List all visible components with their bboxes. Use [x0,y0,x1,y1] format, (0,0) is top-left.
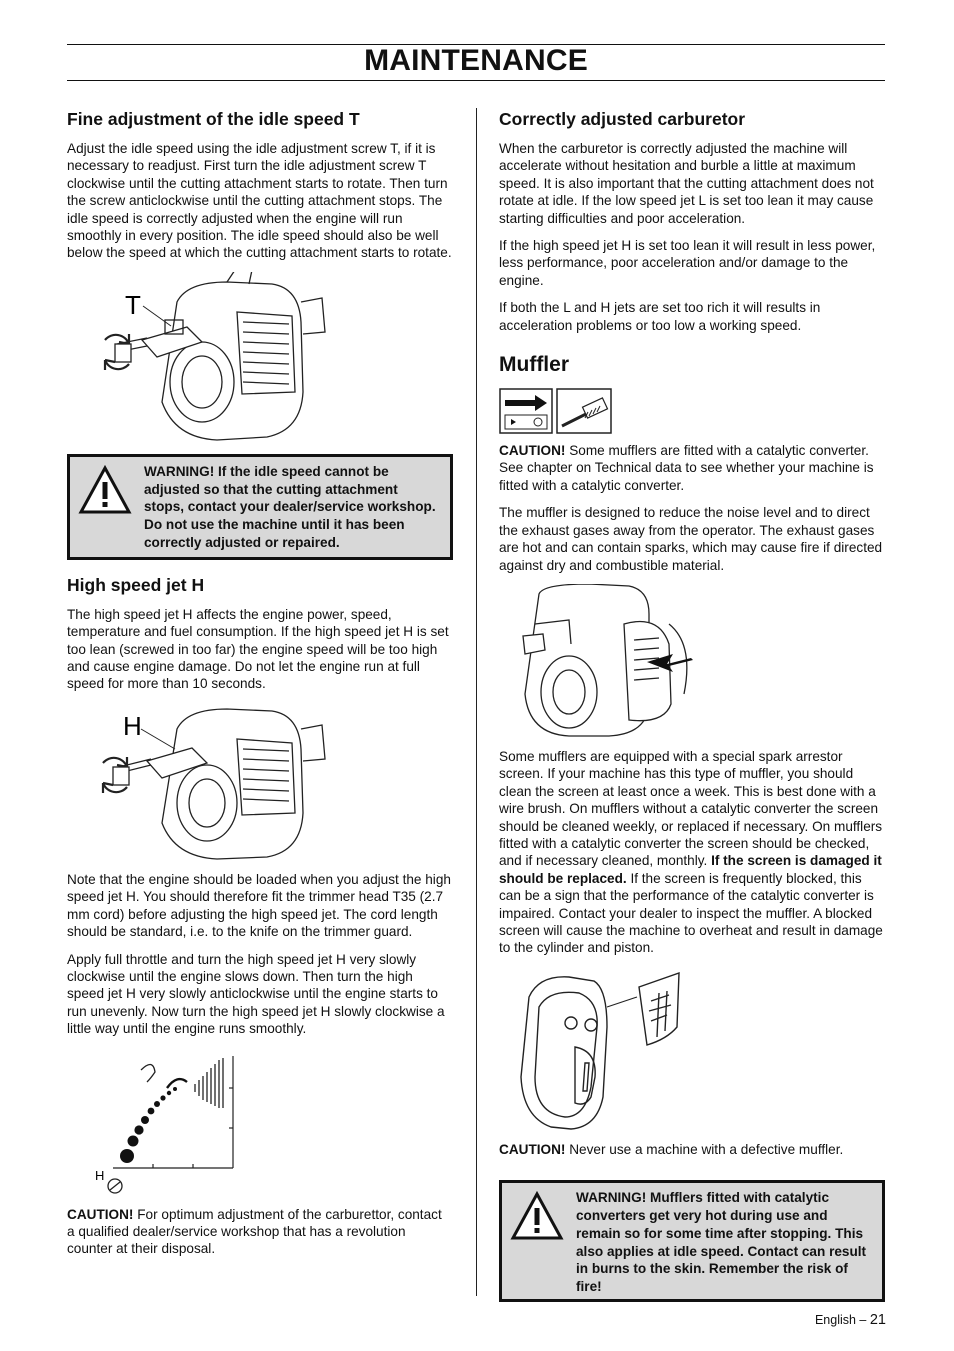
muffler-symbols [499,388,885,434]
catalytic-warning-box [499,1180,885,1302]
caution-text: For optimum adjustment of the carburettor, contact a qualified dealer/service workshop that has a revolution counter at their disposal. [67,1206,442,1257]
high-speed-heading: High speed jet H [67,574,205,595]
column-divider [476,108,477,1296]
footer-dash: – [855,1313,870,1327]
spark-arrestor-text-a: Some mufflers are equipped with a special spark arrestor screen. If your machine has this type of muffler, you should clean the screen at least once a week. This is best done with a wire brush. On mufflers without a catalytic converter the screen should be cleaned weekly, or replaced if necessary. On mufflers fitted with a catalytic converter the screen should be checked, and if necessary cleaned, monthly. [499,748,883,869]
high-speed-text: The high speed jet H affects the engine power, speed, temperature and fuel consumption. If the high speed jet H is set too lean (screwed in too far) the engine speed will be too high and cause engine damage. Do not let the engine run at full speed for more than 10 seconds. [67,606,449,692]
muffler-heading: Muffler [499,353,569,377]
warning-triangle-icon [510,1191,564,1241]
muffler-location-illustration [499,584,885,738]
vibration-lines [195,1058,223,1108]
catalytic-warning-text: WARNING! Mufflers fitted with catalytic converters get very hot during use and remain so for some time after stopping. This also applies at idle speed. Contact can result in burns to the skin. Remember the risk of fire! [576,1190,867,1295]
page-footer [815,1312,886,1328]
spark-arrestor-text-bold: If the screen is damaged it should be replaced. [499,853,882,886]
carburetor-text-3: If both the L and H jets are set too rich it will results in acceleration problems or too low a working speed. [499,300,821,333]
screen-mesh [639,973,679,1045]
warning-triangle-icon [78,465,132,515]
graph-label-h: H [95,1167,105,1183]
spark-arrestor-text [499,748,885,957]
carburetor-text-1: When the carburetor is correctly adjusted the machine will accelerate without hesitation and burble a little at maximum speed. It is also important that the cutting attachment does not rotate at idle. If the low speed jet L is set too lean it may cause starting difficulties and poor acceleration. [499,141,874,226]
caution-label: CAUTION! [499,1141,566,1157]
caution-label: CAUTION! [67,1206,134,1222]
high-speed-note: Note that the engine should be loaded when you adjust the high speed jet H. You should therefore fit the trimmer head T35 (2.7 mm cord) before adjusting the high speed jet. The cord length should be standard, i.e. to the knife on the trimmer guard. [67,871,451,940]
idle-warning-box [67,454,453,560]
carburetor-heading: Correctly adjusted carburetor [499,109,746,129]
left-column [67,108,453,1268]
page-number: 21 [869,1312,886,1328]
full-throttle-text: Apply full throttle and turn the high speed jet H very slowly clockwise until the engine slows down. Then turn the high speed jet H very slowly anticlockwise until the engine starts to run unevenly. Now turn the high speed jet H slowly clockwise a little way until the engine runs smoothly. [67,951,445,1037]
carburettor-caution [67,1206,453,1258]
catalytic-caution-text: Some mufflers are fitted with a catalytic converter. See chapter on Technical data to see whether your machine is fitted with a catalytic converter. [499,443,874,493]
right-column [499,108,885,1302]
idle-speed-heading: Fine adjustment of the idle speed T [67,109,360,129]
defective-muffler-text: Never use a machine with a defective muffler. [565,1141,844,1157]
caution-label: CAUTION! [499,443,566,459]
turn-arrow-icon [167,1079,187,1088]
idle-warning-text: WARNING! If the idle speed cannot be adjusted so that the cutting attachment stops, contact your dealer/service workshop. Do not use the machine until it has been correctly adjusted or repaired. [144,463,436,551]
idle-screw-illustration [67,272,453,444]
ear-icon [141,1064,155,1082]
defective-muffler-caution [499,1141,885,1158]
page-title: MAINTENANCE [364,44,588,77]
spark-arrestor-text-c: If the screen is frequently blocked, this can be a sign that the performance of the catalytic converter is impaired. Contact your dealer to inspect the muffler. A blocked screen will cause the machine to overheat and result in damage to the cylinder and piston. [499,870,883,956]
footer-language: English [814,1313,856,1327]
high-speed-jet-illustration [67,703,453,861]
catalytic-caution [499,442,885,494]
title-rule [67,80,885,81]
muffler-text-1: The muffler is designed to reduce the noise level and to direct the exhaust gases away from the operator. The exhaust gases are hot and can contain sparks, which may cause fire if directed against dry and combustible material. [499,505,883,573]
wire-brush-icon [556,388,612,434]
idle-speed-text: Adjust the idle speed using the idle adjustment screw T, if it is necessary to readjust. First turn the idle adjustment screw T clockwise until the cutting attachment starts to rotate. Then turn the screw anticlockwise until the cutting attachment stops. The idle speed is correctly adjusted when the engine will run smoothly in every position. The idle speed should also be well below the speed at which the cutting attachment starts to rotate. [67,141,452,261]
interval-arrow-icon [499,388,553,434]
fig-label-h: H [123,710,142,741]
spark-arrestor-screen-illustration [499,967,885,1135]
rpm-adjustment-graph [67,1048,453,1198]
rpm-dots [120,1087,177,1163]
fig-label-t: T [125,289,141,320]
carburetor-text-2: If the high speed jet H is set too lean it will result in less power, less performance, poor acceleration and/or damage to the engine. [499,238,876,288]
